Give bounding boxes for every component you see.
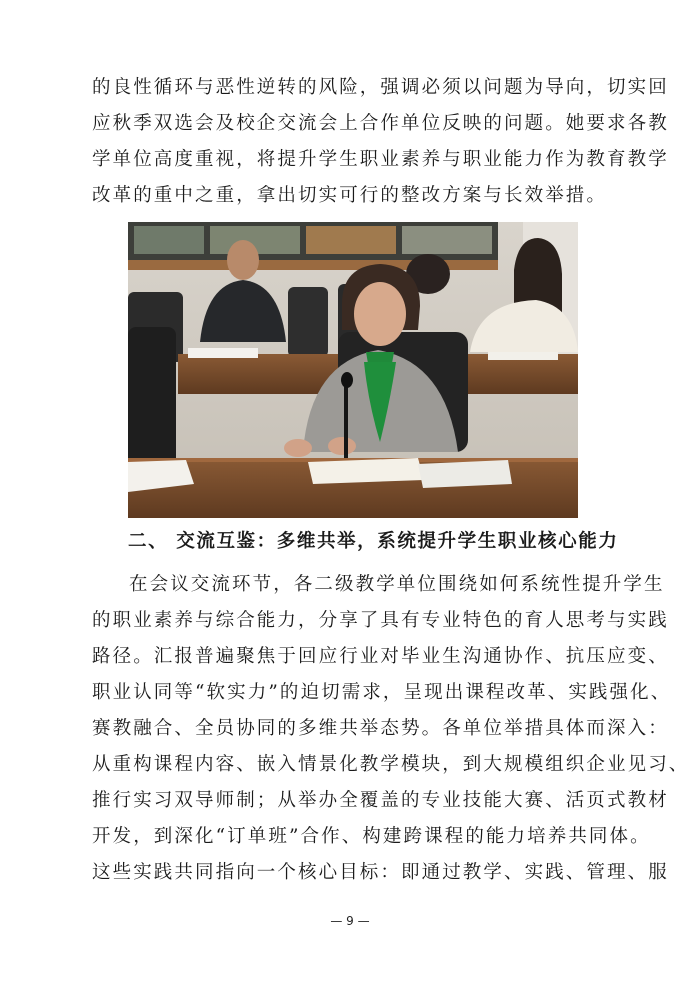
page-number: — 9 —: [330, 914, 370, 928]
text-line: 在会议交流环节，各二级教学单位围绕如何系统性提升学生: [129, 574, 665, 595]
text-line: 的职业素养与综合能力，分享了具有专业特色的育人思考与实践: [92, 610, 669, 631]
text-line: 职业认同等“软实力”的迫切需求，呈现出课程改革、实践强化、: [92, 682, 672, 703]
text-line: 的良性循环与恶性逆转的风险，强调必须以问题为导向，切实回: [92, 77, 669, 98]
photo-illustration: [128, 222, 578, 518]
meeting-speaker-photo: [128, 222, 578, 518]
text-line: 学单位高度重视，将提升学生职业素养与职业能力作为教育教学: [92, 149, 669, 170]
text-line: 改革的重中之重，拿出切实可行的整改方案与长效举措。: [92, 185, 608, 206]
text-line: 从重构课程内容、嵌入情景化教学模块，到大规模组织企业见习、: [92, 754, 690, 775]
section-heading: 二、 交流互鉴：多维共举，系统提升学生职业核心能力: [128, 531, 619, 552]
text-line: 应秋季双选会及校企交流会上合作单位反映的问题。她要求各教: [92, 113, 669, 134]
text-line: 推行实习双导师制；从举办全覆盖的专业技能大赛、活页式教材: [92, 790, 669, 811]
text-line: 开发，到深化“订单班”合作、构建跨课程的能力培养共同体。: [92, 826, 651, 847]
text-line: 这些实践共同指向一个核心目标：即通过教学、实践、管理、服: [92, 862, 669, 883]
text-line: 路径。汇报普遍聚焦于回应行业对毕业生沟通协作、抗压应变、: [92, 646, 669, 667]
text-line: 赛教融合、全员协同的多维共举态势。各单位举措具体而深入：: [92, 718, 669, 739]
